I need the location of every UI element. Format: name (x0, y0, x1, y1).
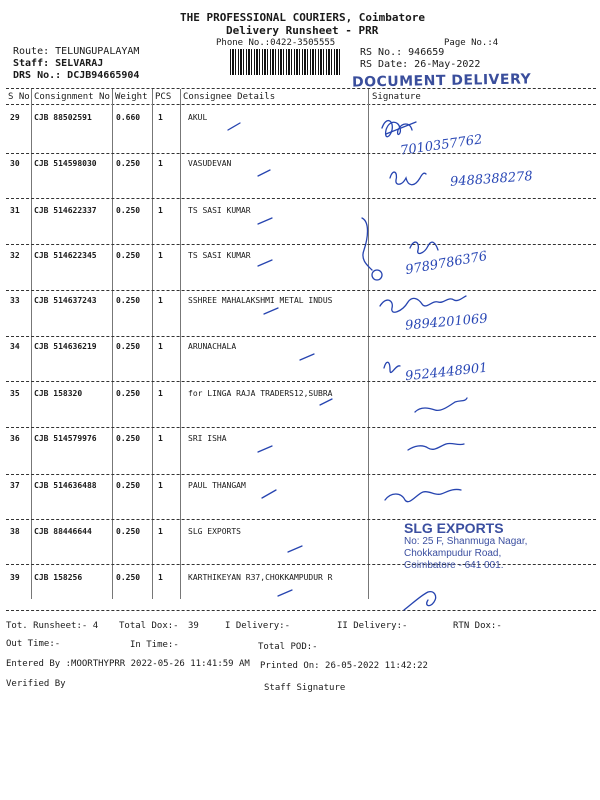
rtn-dox: RTN Dox:- (453, 621, 502, 631)
row-pcs: 1 (158, 389, 163, 398)
row-consignment: CJB 514598030 (34, 159, 97, 168)
ii-delivery: II Delivery:- (337, 621, 408, 631)
row-pcs: 1 (158, 481, 163, 490)
row-consignment: CJB 514636488 (34, 481, 97, 490)
row-weight: 0.250 (116, 389, 141, 398)
col-weight: Weight (115, 92, 148, 102)
phone-number: Phone No.:0422-3505555 (216, 38, 336, 48)
handwritten-phone: 9894201069 (404, 311, 489, 334)
row-sno: 29 (10, 113, 20, 122)
handwritten-phone: 9488388278 (449, 169, 534, 190)
handwritten-phone: 9524448901 (404, 360, 489, 385)
row-pcs: 1 (158, 573, 163, 582)
row-pcs: 1 (158, 159, 163, 168)
row-pcs: 1 (158, 434, 163, 443)
row-sno: 30 (10, 159, 20, 168)
row-consignee: SSHREE MAHALAKSHMI METAL INDUS (188, 296, 333, 305)
row-consignment: CJB 514636219 (34, 342, 97, 351)
staff-signature: Staff Signature (264, 683, 346, 693)
stamp-name: SLG EXPORTS (404, 520, 504, 536)
total-runsheet: Tot. Runsheet:- 4 (6, 621, 99, 631)
document-delivery-stamp: DOCUMENT DELIVERY (351, 71, 532, 91)
verified-by: Verified By (6, 679, 66, 689)
out-time: Out Time:- (6, 639, 61, 649)
row-consignment: CJB 514579976 (34, 434, 97, 443)
i-delivery: I Delivery:- (225, 621, 291, 631)
row-consignee: ARUNACHALA (188, 342, 237, 351)
row-weight: 0.660 (116, 113, 141, 122)
route-label: Route: TELUNGUPALAYAM (13, 46, 140, 57)
row-sno: 32 (10, 251, 20, 260)
row-weight: 0.250 (116, 296, 141, 305)
row-consignee: AKUL (188, 113, 208, 122)
stamp-address: Coimbatore - 641 001. (404, 560, 504, 571)
row-consignment: CJB 88502591 (34, 113, 92, 122)
rs-date: RS Date: 26-May-2022 (360, 59, 481, 70)
row-consignment: CJB 158256 (34, 573, 83, 582)
row-weight: 0.250 (116, 573, 141, 582)
company-title: THE PROFESSIONAL COURIERS, Coimbatore (180, 11, 426, 24)
row-sno: 33 (10, 296, 20, 305)
row-consignment: CJB 88446644 (34, 527, 92, 536)
row-sno: 39 (10, 573, 20, 582)
staff-label: Staff: SELVARAJ (13, 58, 104, 69)
runsheet-subtitle: Delivery Runsheet - PRR (226, 24, 379, 37)
col-pcs: PCS (155, 92, 172, 102)
row-consignee: SRI ISHA (188, 434, 227, 443)
stamp-address: No: 25 F, Shanmuga Nagar, (404, 536, 528, 547)
row-consignee: SLG EXPORTS (188, 527, 241, 536)
row-consignment: CJB 514637243 (34, 296, 97, 305)
row-weight: 0.250 (116, 159, 141, 168)
row-pcs: 1 (158, 296, 163, 305)
row-weight: 0.250 (116, 434, 141, 443)
handwritten-phone: 7010357762 (399, 132, 484, 159)
row-sno: 31 (10, 206, 20, 215)
col-signature: Signature (372, 92, 421, 102)
row-consignee: for LINGA RAJA TRADERS12,SUBRA (188, 389, 333, 398)
row-weight: 0.250 (116, 206, 141, 215)
row-weight: 0.250 (116, 251, 141, 260)
row-sno: 34 (10, 342, 20, 351)
row-sno: 35 (10, 389, 20, 398)
row-pcs: 1 (158, 342, 163, 351)
row-consignment: CJB 514622337 (34, 206, 97, 215)
row-sno: 38 (10, 527, 20, 536)
page-number: Page No.:4 (444, 38, 499, 48)
row-consignee: KARTHIKEYAN R37,CHOKKAMPUDUR R (188, 573, 333, 582)
stamp-address: Chokkampudur Road, (404, 548, 502, 559)
row-weight: 0.250 (116, 481, 141, 490)
total-pod: Total POD:- (258, 642, 318, 652)
row-weight: 0.250 (116, 527, 141, 536)
row-consignee: TS SASI KUMAR (188, 206, 251, 215)
row-pcs: 1 (158, 527, 163, 536)
total-dox-value: 39 (188, 621, 199, 631)
row-sno: 37 (10, 481, 20, 490)
row-consignment: CJB 514622345 (34, 251, 97, 260)
in-time: In Time:- (130, 640, 179, 650)
drs-number: DRS No.: DCJB94665904 (13, 70, 140, 81)
row-consignment: CJB 158320 (34, 389, 83, 398)
col-sno: S No (8, 92, 30, 102)
row-consignee: PAUL THANGAM (188, 481, 246, 490)
rs-number: RS No.: 946659 (360, 47, 445, 58)
row-consignee: TS SASI KUMAR (188, 251, 251, 260)
company-stamp (404, 520, 527, 572)
total-dox-label: Total Dox:- (119, 621, 179, 631)
entered-by: Entered By :MOORTHYPRR 2022-05-26 11:41:59 AM (6, 659, 250, 669)
row-pcs: 1 (158, 113, 163, 122)
col-consignment: Consignment No (34, 92, 110, 102)
row-pcs: 1 (158, 251, 163, 260)
printed-on: Printed On: 26-05-2022 11:42:22 (260, 661, 428, 671)
col-consignee: Consignee Details (183, 92, 276, 102)
handwritten-phone: 9789786376 (404, 248, 489, 279)
row-consignee: VASUDEVAN (188, 159, 232, 168)
row-sno: 36 (10, 434, 20, 443)
row-pcs: 1 (158, 206, 163, 215)
row-weight: 0.250 (116, 342, 141, 351)
